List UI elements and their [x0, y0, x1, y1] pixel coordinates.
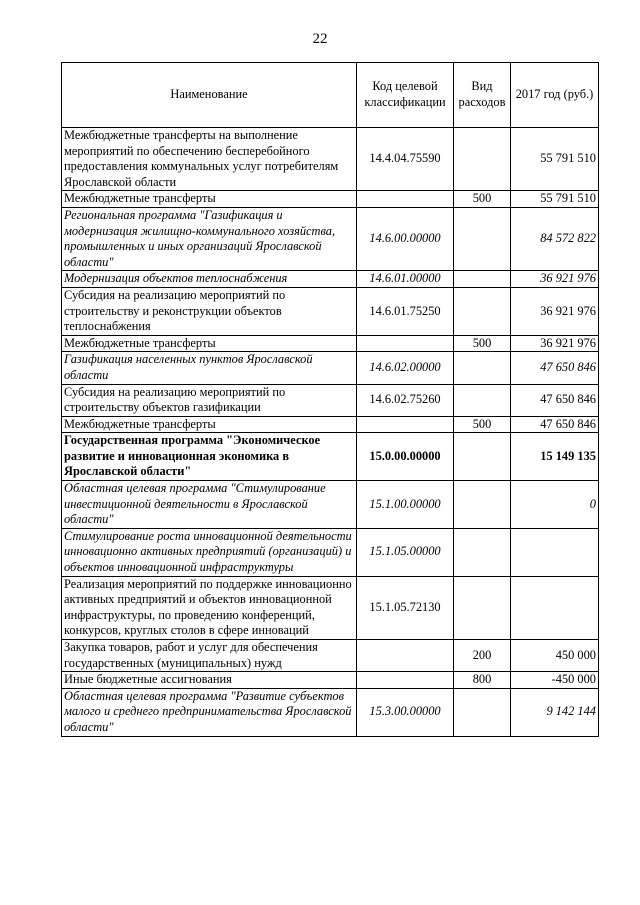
- cell-type: 500: [454, 191, 511, 208]
- cell-code: [357, 672, 454, 689]
- cell-amount: 450 000: [511, 640, 599, 672]
- cell-amount: [511, 576, 599, 639]
- cell-name: Реализация мероприятий по поддержке инновационно активных предприятий и объектов инновационной инфраструктуры, по проведению конференций, конкурсов, круглых столов в сфере инноваций: [62, 576, 357, 639]
- cell-name: Региональная программа "Газификация и модернизация жилищно-коммунального хозяйства, промышленных и иных организаций Ярославской области": [62, 207, 357, 270]
- cell-name: Межбюджетные трансферты: [62, 191, 357, 208]
- cell-name: Субсидия на реализацию мероприятий по строительству и реконструкции объектов теплоснабжения: [62, 287, 357, 335]
- cell-amount: 36 921 976: [511, 287, 599, 335]
- cell-type: [454, 128, 511, 191]
- table-row: [62, 207, 599, 270]
- table-row: [62, 416, 599, 433]
- cell-amount: 47 650 846: [511, 352, 599, 384]
- cell-code: 15.1.05.00000: [357, 528, 454, 576]
- cell-code: [357, 640, 454, 672]
- table-row: [62, 576, 599, 639]
- cell-name: Областная целевая программа "Развитие субъектов малого и среднего предпринимательства Ярославской области": [62, 688, 357, 736]
- cell-code: 14.6.01.75250: [357, 287, 454, 335]
- cell-type: [454, 576, 511, 639]
- table-row: [62, 271, 599, 288]
- cell-type: 800: [454, 672, 511, 689]
- cell-type: 200: [454, 640, 511, 672]
- cell-code: [357, 335, 454, 352]
- cell-amount: -450 000: [511, 672, 599, 689]
- cell-amount: 15 149 135: [511, 433, 599, 481]
- cell-code: 15.1.05.72130: [357, 576, 454, 639]
- cell-name: Стимулирование роста инновационной деятельности инновационно активных предприятий (организаций) и объектов инновационной инфраструктуры: [62, 528, 357, 576]
- cell-type: [454, 271, 511, 288]
- cell-type: [454, 528, 511, 576]
- cell-code: 15.1.00.00000: [357, 481, 454, 529]
- table-row: [62, 528, 599, 576]
- header-type: Вид расходов: [454, 63, 511, 128]
- cell-code: 14.6.00.00000: [357, 207, 454, 270]
- cell-code: 14.6.02.75260: [357, 384, 454, 416]
- cell-name: Закупка товаров, работ и услуг для обеспечения государственных (муниципальных) нужд: [62, 640, 357, 672]
- cell-type: [454, 433, 511, 481]
- cell-name: Межбюджетные трансферты на выполнение мероприятий по обеспечению бесперебойного предоставления коммунальных услуг потребителям Ярославской области: [62, 128, 357, 191]
- cell-code: [357, 416, 454, 433]
- cell-amount: 9 142 144: [511, 688, 599, 736]
- cell-name: Областная целевая программа "Стимулирование инвестиционной деятельности в Ярославской области": [62, 481, 357, 529]
- cell-amount: 47 650 846: [511, 384, 599, 416]
- table-row: [62, 672, 599, 689]
- cell-type: [454, 352, 511, 384]
- cell-name: Межбюджетные трансферты: [62, 416, 357, 433]
- cell-amount: 36 921 976: [511, 271, 599, 288]
- cell-type: 500: [454, 416, 511, 433]
- table-row: [62, 688, 599, 736]
- table-row: [62, 640, 599, 672]
- table-row: [62, 287, 599, 335]
- header-amount: 2017 год (руб.): [511, 63, 599, 128]
- cell-amount: 55 791 510: [511, 128, 599, 191]
- cell-name: Государственная программа "Экономическое развитие и инновационная экономика в Ярославской области": [62, 433, 357, 481]
- cell-code: 14.6.01.00000: [357, 271, 454, 288]
- cell-code: [357, 191, 454, 208]
- cell-type: [454, 481, 511, 529]
- table-row: [62, 128, 599, 191]
- cell-name: Межбюджетные трансферты: [62, 335, 357, 352]
- table-row: [62, 384, 599, 416]
- cell-code: 15.3.00.00000: [357, 688, 454, 736]
- cell-amount: 36 921 976: [511, 335, 599, 352]
- cell-code: 15.0.00.00000: [357, 433, 454, 481]
- cell-type: [454, 207, 511, 270]
- cell-name: Модернизация объектов теплоснабжения: [62, 271, 357, 288]
- cell-name: Газификация населенных пунктов Ярославской области: [62, 352, 357, 384]
- cell-name: Иные бюджетные ассигнования: [62, 672, 357, 689]
- cell-code: 14.4.04.75590: [357, 128, 454, 191]
- cell-amount: 0: [511, 481, 599, 529]
- header-name: Наименование: [62, 63, 357, 128]
- header-code: Код целевой классификации: [357, 63, 454, 128]
- cell-amount: 55 791 510: [511, 191, 599, 208]
- cell-type: [454, 384, 511, 416]
- table-row: [62, 433, 599, 481]
- cell-type: [454, 688, 511, 736]
- page-number: 22: [312, 31, 328, 47]
- cell-code: 14.6.02.00000: [357, 352, 454, 384]
- table-header-row: [62, 63, 599, 128]
- table-row: [62, 352, 599, 384]
- table-row: [62, 481, 599, 529]
- table-row: [62, 191, 599, 208]
- cell-name: Субсидия на реализацию мероприятий по строительству объектов газификации: [62, 384, 357, 416]
- cell-amount: [511, 528, 599, 576]
- cell-amount: 84 572 822: [511, 207, 599, 270]
- cell-type: 500: [454, 335, 511, 352]
- cell-type: [454, 287, 511, 335]
- table-row: [62, 335, 599, 352]
- budget-table: [61, 62, 599, 737]
- table-body: [62, 128, 599, 737]
- cell-amount: 47 650 846: [511, 416, 599, 433]
